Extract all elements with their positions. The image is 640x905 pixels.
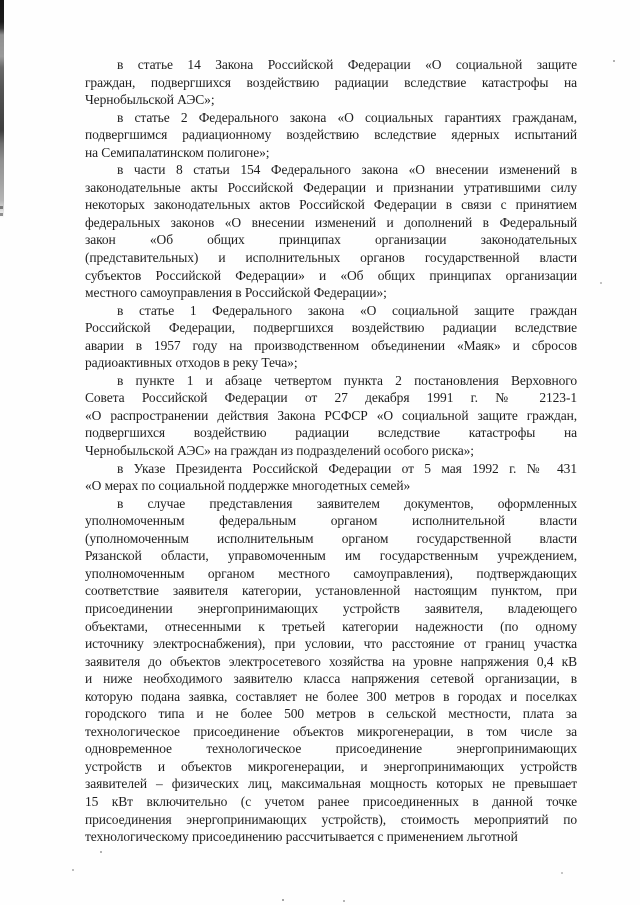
text-line: объектами, отнесенными к третьей категории надежности (по одному (85, 618, 577, 634)
text-line: на Семипалатинском полигоне»; (85, 144, 270, 160)
text-line: уполномоченным федеральным органом исполнительной власти (85, 513, 577, 529)
text-line: «О распространении действия Закона РСФСР «О социальной защите граждан, (85, 407, 577, 423)
scan-speck (72, 869, 74, 871)
text-line: местного самоуправления в Российской Федерации»; (85, 285, 387, 301)
text-line: технологическому присоединению рассчитывается с применением льготной (85, 829, 518, 845)
text-line: (уполномоченным исполнительным органом государственной власти (85, 530, 577, 546)
text-line: заявителей – физических лиц, максимальная мощность которых не превышает (85, 776, 577, 792)
scan-edge-artifact (0, 0, 4, 218)
paragraph (85, 495, 577, 846)
text-line: в статье 2 Федерального закона «О социальных гарантиях гражданам, (117, 109, 577, 125)
text-line: 15 кВт включительно (с учетом ранее присоединенных в данной точке (85, 793, 577, 809)
text-line: Совета Российской Федерации от 27 декабря 1991 г. № 2123-1 (85, 390, 577, 406)
text-line: соответствие заявителя категории, установленной настоящим пунктом, при (85, 583, 577, 599)
text-line: радиоактивных отходов в реку Теча»; (85, 355, 298, 371)
text-line: уполномоченным органом местного самоуправления), подтверждающих (85, 565, 577, 581)
text-line: федеральных законов «О внесении изменений и дополнений в Федеральный (85, 214, 577, 230)
scan-speck (561, 872, 563, 874)
text-line: аварии в 1957 году на производственном объединении «Маяк» и сбросов (85, 337, 577, 353)
text-line: Рязанской области, управомоченным им государственным учреждением, (85, 548, 577, 564)
document-body (85, 56, 577, 846)
text-line: устройств и объектов микрогенерации, и энергопринимающих устройств (85, 758, 577, 774)
text-line: Чернобыльской АЭС»; (85, 92, 215, 108)
text-line: закон «Об общих принципах организации законодательных (85, 232, 577, 248)
scan-edge-tick (0, 213, 3, 216)
text-line: в части 8 статьи 154 Федерального закона «О внесении изменений в (117, 162, 577, 178)
scan-speck (343, 900, 345, 902)
paragraph (85, 109, 577, 162)
text-line: субъектов Российской Федерации» и «Об общих принципах организации (85, 267, 577, 283)
paragraph (85, 161, 577, 301)
text-line: городского типа и не более 500 метров в сельской местности, плата за (85, 706, 577, 722)
text-line: граждан, подвергшихся воздействию радиации вследствие катастрофы на (85, 74, 577, 90)
scan-speck (600, 282, 602, 284)
text-line: Чернобыльской АЭС» на граждан из подразделений особого риска»; (85, 443, 474, 459)
text-line: законодательные акты Российской Федерации и признании утратившими силу (85, 179, 577, 195)
text-line: которую подана заявка, составляет не более 300 метров в городах и поселках (85, 688, 577, 704)
text-line: источнику электроснабжения), при условии, что расстояние от границ участка (85, 636, 577, 652)
text-line: некоторых законодательных актов Российской Федерации в связи с принятием (85, 197, 577, 213)
text-line: заявителя до объектов электросетевого хозяйства на уровне напряжения 0,4 кВ (85, 653, 577, 669)
scan-speck (100, 851, 102, 853)
text-line: в случае представления заявителем документов, оформленных (117, 495, 577, 511)
text-line: в статье 1 Федерального закона «О социальной защите граждан (117, 302, 577, 318)
scan-edge-tick (0, 206, 3, 209)
paragraph (85, 460, 577, 495)
text-line: подвергшимся радиационному воздействию вследствие ядерных испытаний (85, 127, 577, 143)
text-line: в Указе Президента Российской Федерации от 5 мая 1992 г. № 431 (117, 460, 577, 476)
text-line: (представительных) и исполнительных органов государственной власти (85, 250, 577, 266)
paragraph (85, 302, 577, 372)
text-line: одновременное технологическое присоединение энергопринимающих (85, 741, 577, 757)
paragraph (85, 372, 577, 460)
text-line: Российской Федерации, подвергшихся воздействию радиации вследствие (85, 320, 577, 336)
text-line: технологическое присоединение объектов микрогенерации, в том числе за (85, 723, 577, 739)
paragraph (85, 56, 577, 109)
text-line: присоединении энергопринимающих устройств заявителя, владеющего (85, 600, 577, 616)
text-line: присоединения энергопринимающих устройств), стоимость мероприятий по (85, 811, 577, 827)
scan-speck (282, 899, 284, 901)
text-line: и ниже необходимого заявителю класса напряжения сетевой организации, в (85, 671, 577, 687)
scan-speck (613, 60, 615, 62)
text-line: в статье 14 Закона Российской Федерации «О социальной защите (117, 57, 577, 72)
text-line: в пункте 1 и абзаце четвертом пункта 2 постановления Верховного (117, 372, 577, 388)
text-line: подвергшихся воздействию радиации вследствие катастрофы на (85, 425, 577, 441)
text-line: «О мерах по социальной поддержке многодетных семей» (85, 478, 411, 494)
